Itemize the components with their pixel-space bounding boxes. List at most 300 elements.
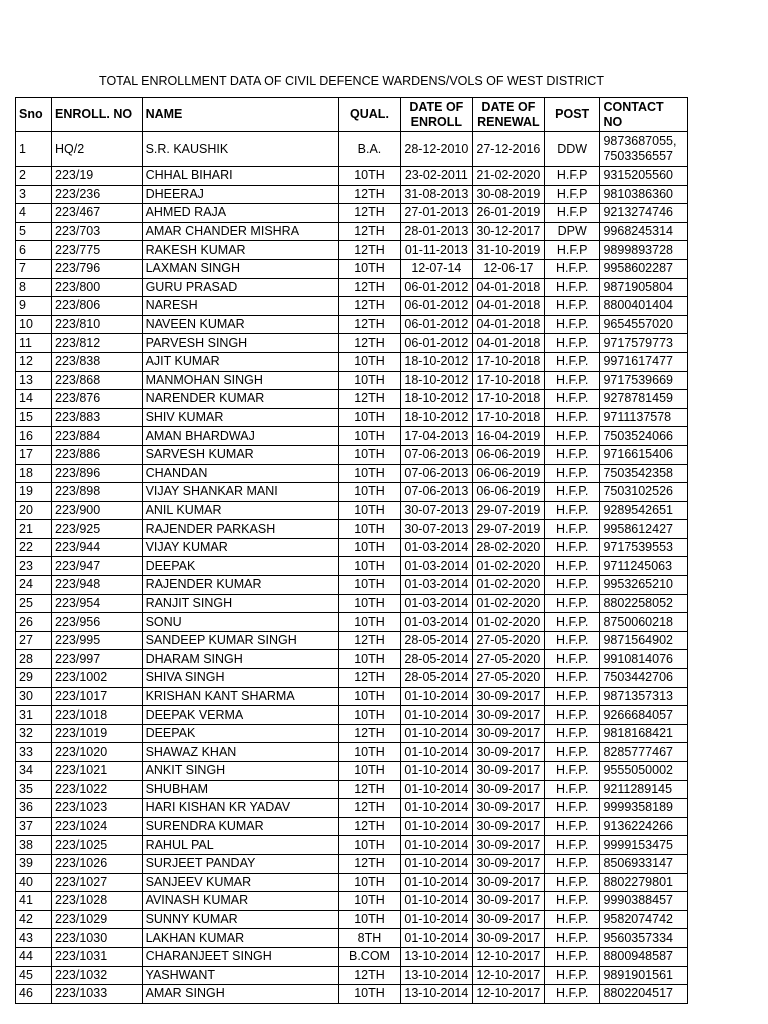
cell-sno: 20 xyxy=(16,501,52,520)
cell-contact-no: 9999358189 xyxy=(600,799,688,818)
cell-qual: 10TH xyxy=(339,445,401,464)
cell-sno: 13 xyxy=(16,371,52,390)
cell-name: AJIT KUMAR xyxy=(142,352,339,371)
cell-date-of-renewal: 01-02-2020 xyxy=(472,557,544,576)
cell-name: HARI KISHAN KR YADAV xyxy=(142,799,339,818)
cell-sno: 24 xyxy=(16,576,52,595)
cell-qual: 10TH xyxy=(339,762,401,781)
cell-name: DEEPAK xyxy=(142,724,339,743)
cell-contact-no: 9278781459 xyxy=(600,390,688,409)
cell-post: H.F.P. xyxy=(544,501,600,520)
header-date-of-renewal-line1: DATE OF xyxy=(481,99,536,114)
cell-name: S.R. KAUSHIK xyxy=(142,132,339,167)
cell-date-of-enroll: 07-06-2013 xyxy=(400,445,472,464)
cell-sno: 1 xyxy=(16,132,52,167)
cell-name: SUNNY KUMAR xyxy=(142,910,339,929)
cell-post: H.F.P. xyxy=(544,947,600,966)
document-title: TOTAL ENROLLMENT DATA OF CIVIL DEFENCE WARDENS/VOLS OF WEST DISTRICT xyxy=(99,74,604,88)
table-row xyxy=(16,966,688,985)
table-row xyxy=(16,631,688,650)
table-row xyxy=(16,706,688,725)
cell-qual: 12TH xyxy=(339,780,401,799)
cell-sno: 43 xyxy=(16,929,52,948)
cell-qual: 10TH xyxy=(339,538,401,557)
table-row xyxy=(16,334,688,353)
table-row xyxy=(16,650,688,669)
cell-post: H.F.P xyxy=(544,167,600,186)
cell-sno: 37 xyxy=(16,817,52,836)
cell-post: H.F.P. xyxy=(544,483,600,502)
table-row xyxy=(16,315,688,334)
cell-enroll-no: 223/775 xyxy=(52,241,143,260)
table-body xyxy=(16,132,688,1004)
cell-post: H.F.P. xyxy=(544,576,600,595)
cell-post: H.F.P xyxy=(544,185,600,204)
cell-name: AMAR CHANDER MISHRA xyxy=(142,222,339,241)
cell-contact-no: 9717579773 xyxy=(600,334,688,353)
cell-qual: 10TH xyxy=(339,650,401,669)
cell-enroll-no: 223/1030 xyxy=(52,929,143,948)
cell-date-of-enroll: 01-10-2014 xyxy=(400,799,472,818)
cell-contact-no: 9211289145 xyxy=(600,780,688,799)
cell-contact-no: 9717539553 xyxy=(600,538,688,557)
cell-name: VIJAY KUMAR xyxy=(142,538,339,557)
cell-post: DPW xyxy=(544,222,600,241)
cell-qual: 8TH xyxy=(339,929,401,948)
cell-enroll-no: 223/1023 xyxy=(52,799,143,818)
cell-enroll-no: 223/1022 xyxy=(52,780,143,799)
cell-post: H.F.P. xyxy=(544,594,600,613)
contact-no-line2: 7503356557 xyxy=(603,149,673,163)
enrollment-table xyxy=(15,97,688,1004)
cell-name: RAJENDER PARKASH xyxy=(142,520,339,539)
cell-sno: 42 xyxy=(16,910,52,929)
cell-sno: 2 xyxy=(16,167,52,186)
table-row xyxy=(16,910,688,929)
cell-sno: 33 xyxy=(16,743,52,762)
table-row xyxy=(16,501,688,520)
cell-name: NARESH xyxy=(142,297,339,316)
cell-date-of-renewal: 30-09-2017 xyxy=(472,836,544,855)
cell-enroll-no: 223/806 xyxy=(52,297,143,316)
cell-name: SARVESH KUMAR xyxy=(142,445,339,464)
cell-contact-no: 8800948587 xyxy=(600,947,688,966)
cell-qual: 10TH xyxy=(339,520,401,539)
cell-post: H.F.P. xyxy=(544,966,600,985)
cell-qual: 10TH xyxy=(339,687,401,706)
cell-sno: 15 xyxy=(16,408,52,427)
cell-post: H.F.P. xyxy=(544,390,600,409)
cell-date-of-renewal: 30-09-2017 xyxy=(472,762,544,781)
cell-post: H.F.P. xyxy=(544,706,600,725)
cell-qual: 12TH xyxy=(339,185,401,204)
cell-date-of-enroll: 01-03-2014 xyxy=(400,613,472,632)
cell-qual: 10TH xyxy=(339,892,401,911)
table-row xyxy=(16,278,688,297)
cell-contact-no: 9958602287 xyxy=(600,259,688,278)
cell-qual: B.A. xyxy=(339,132,401,167)
cell-name: AMAN BHARDWAJ xyxy=(142,427,339,446)
cell-qual: 10TH xyxy=(339,910,401,929)
cell-name: SHUBHAM xyxy=(142,780,339,799)
cell-contact-no: 9716615406 xyxy=(600,445,688,464)
cell-date-of-renewal: 16-04-2019 xyxy=(472,427,544,446)
cell-name: YASHWANT xyxy=(142,966,339,985)
cell-name: LAKHAN KUMAR xyxy=(142,929,339,948)
cell-sno: 11 xyxy=(16,334,52,353)
cell-contact-no: 9555050002 xyxy=(600,762,688,781)
table-row xyxy=(16,576,688,595)
cell-post: H.F.P. xyxy=(544,687,600,706)
header-date-of-renewal xyxy=(472,98,544,132)
header-enroll-no: ENROLL. NO xyxy=(52,98,143,132)
table-row xyxy=(16,817,688,836)
cell-sno: 18 xyxy=(16,464,52,483)
cell-post: H.F.P. xyxy=(544,520,600,539)
cell-name: DHEERAJ xyxy=(142,185,339,204)
cell-date-of-enroll: 18-10-2012 xyxy=(400,352,472,371)
cell-sno: 7 xyxy=(16,259,52,278)
cell-post: H.F.P. xyxy=(544,371,600,390)
contact-no-line1: 9873687055, xyxy=(603,134,677,148)
table-row xyxy=(16,520,688,539)
table-row xyxy=(16,929,688,948)
cell-qual: 12TH xyxy=(339,724,401,743)
cell-post: H.F.P. xyxy=(544,892,600,911)
cell-enroll-no: HQ/2 xyxy=(52,132,143,167)
cell-post: H.F.P. xyxy=(544,278,600,297)
cell-name: RANJIT SINGH xyxy=(142,594,339,613)
cell-name: SHIVA SINGH xyxy=(142,669,339,688)
cell-contact-no: 9990388457 xyxy=(600,892,688,911)
cell-name: MANMOHAN SINGH xyxy=(142,371,339,390)
cell-date-of-renewal: 30-09-2017 xyxy=(472,724,544,743)
cell-date-of-renewal: 21-02-2020 xyxy=(472,167,544,186)
header-name: NAME xyxy=(142,98,339,132)
cell-enroll-no: 223/1028 xyxy=(52,892,143,911)
cell-contact-no: 9136224266 xyxy=(600,817,688,836)
cell-contact-no: 9958612427 xyxy=(600,520,688,539)
cell-name: ANKIT SINGH xyxy=(142,762,339,781)
cell-enroll-no: 223/876 xyxy=(52,390,143,409)
cell-qual: 10TH xyxy=(339,464,401,483)
cell-contact-no: 9891901561 xyxy=(600,966,688,985)
cell-date-of-enroll: 28-12-2010 xyxy=(400,132,472,167)
cell-date-of-renewal: 06-06-2019 xyxy=(472,483,544,502)
cell-date-of-enroll: 01-10-2014 xyxy=(400,706,472,725)
cell-post: H.F.P xyxy=(544,241,600,260)
cell-qual: 10TH xyxy=(339,408,401,427)
cell-post: H.F.P. xyxy=(544,650,600,669)
table-row xyxy=(16,132,688,167)
cell-enroll-no: 223/896 xyxy=(52,464,143,483)
cell-sno: 9 xyxy=(16,297,52,316)
cell-name: DEEPAK xyxy=(142,557,339,576)
cell-enroll-no: 223/954 xyxy=(52,594,143,613)
cell-post: H.F.P. xyxy=(544,464,600,483)
cell-name: CHANDAN xyxy=(142,464,339,483)
header-date-of-enroll-line2: ENROLL xyxy=(410,114,463,129)
cell-date-of-renewal: 17-10-2018 xyxy=(472,371,544,390)
cell-date-of-enroll: 18-10-2012 xyxy=(400,390,472,409)
cell-contact-no: 9315205560 xyxy=(600,167,688,186)
cell-sno: 39 xyxy=(16,854,52,873)
cell-sno: 26 xyxy=(16,613,52,632)
table-row xyxy=(16,241,688,260)
cell-qual: 10TH xyxy=(339,873,401,892)
cell-date-of-enroll: 07-06-2013 xyxy=(400,464,472,483)
cell-enroll-no: 223/898 xyxy=(52,483,143,502)
cell-qual: 12TH xyxy=(339,222,401,241)
cell-name: SHAWAZ KHAN xyxy=(142,743,339,762)
cell-date-of-enroll: 27-01-2013 xyxy=(400,204,472,223)
cell-post: H.F.P. xyxy=(544,427,600,446)
cell-contact-no: 8506933147 xyxy=(600,854,688,873)
cell-date-of-renewal: 30-09-2017 xyxy=(472,780,544,799)
cell-date-of-renewal: 06-06-2019 xyxy=(472,445,544,464)
cell-enroll-no: 223/900 xyxy=(52,501,143,520)
header-date-of-renewal-line2: RENEWAL xyxy=(477,114,540,129)
cell-date-of-renewal: 12-10-2017 xyxy=(472,947,544,966)
cell-date-of-renewal: 30-09-2017 xyxy=(472,799,544,818)
cell-post: H.F.P. xyxy=(544,297,600,316)
cell-enroll-no: 223/810 xyxy=(52,315,143,334)
table-row xyxy=(16,222,688,241)
cell-contact-no: 8800401404 xyxy=(600,297,688,316)
cell-enroll-no: 223/800 xyxy=(52,278,143,297)
cell-date-of-enroll: 01-10-2014 xyxy=(400,873,472,892)
cell-post: H.F.P. xyxy=(544,445,600,464)
cell-post: H.F.P. xyxy=(544,538,600,557)
table-row xyxy=(16,594,688,613)
cell-date-of-enroll: 06-01-2012 xyxy=(400,315,472,334)
cell-qual: 10TH xyxy=(339,836,401,855)
cell-date-of-enroll: 07-06-2013 xyxy=(400,483,472,502)
cell-sno: 25 xyxy=(16,594,52,613)
table-row xyxy=(16,445,688,464)
cell-date-of-enroll: 01-10-2014 xyxy=(400,724,472,743)
cell-date-of-renewal: 12-10-2017 xyxy=(472,966,544,985)
cell-post: H.F.P. xyxy=(544,817,600,836)
cell-contact-no: 8802279801 xyxy=(600,873,688,892)
cell-enroll-no: 223/947 xyxy=(52,557,143,576)
cell-date-of-renewal: 27-05-2020 xyxy=(472,650,544,669)
cell-date-of-renewal: 04-01-2018 xyxy=(472,334,544,353)
cell-sno: 29 xyxy=(16,669,52,688)
cell-qual: 12TH xyxy=(339,799,401,818)
header-row xyxy=(16,98,688,132)
cell-sno: 32 xyxy=(16,724,52,743)
cell-date-of-enroll: 17-04-2013 xyxy=(400,427,472,446)
cell-date-of-enroll: 01-11-2013 xyxy=(400,241,472,260)
cell-enroll-no: 223/1024 xyxy=(52,817,143,836)
cell-name: SONU xyxy=(142,613,339,632)
cell-contact-no: 8802258052 xyxy=(600,594,688,613)
cell-sno: 22 xyxy=(16,538,52,557)
cell-qual: 10TH xyxy=(339,576,401,595)
cell-post: H.F.P. xyxy=(544,743,600,762)
cell-date-of-enroll: 01-10-2014 xyxy=(400,910,472,929)
cell-enroll-no: 223/1026 xyxy=(52,854,143,873)
cell-name: NAVEEN KUMAR xyxy=(142,315,339,334)
cell-date-of-enroll: 13-10-2014 xyxy=(400,947,472,966)
cell-enroll-no: 223/995 xyxy=(52,631,143,650)
cell-post: H.F.P. xyxy=(544,836,600,855)
cell-date-of-enroll: 01-03-2014 xyxy=(400,594,472,613)
cell-enroll-no: 223/796 xyxy=(52,259,143,278)
header-contact-no-line2: NO xyxy=(603,114,623,129)
cell-date-of-enroll: 01-10-2014 xyxy=(400,836,472,855)
table-row xyxy=(16,167,688,186)
cell-qual: 12TH xyxy=(339,334,401,353)
cell-post: H.F.P. xyxy=(544,724,600,743)
cell-date-of-renewal: 26-01-2019 xyxy=(472,204,544,223)
cell-date-of-renewal: 27-05-2020 xyxy=(472,631,544,650)
cell-enroll-no: 223/948 xyxy=(52,576,143,595)
cell-enroll-no: 223/925 xyxy=(52,520,143,539)
cell-date-of-renewal: 30-09-2017 xyxy=(472,873,544,892)
cell-date-of-enroll: 01-10-2014 xyxy=(400,687,472,706)
cell-contact-no: 9871564902 xyxy=(600,631,688,650)
cell-contact-no: 9266684057 xyxy=(600,706,688,725)
cell-enroll-no: 223/1027 xyxy=(52,873,143,892)
cell-sno: 5 xyxy=(16,222,52,241)
table-row xyxy=(16,799,688,818)
header-contact-no xyxy=(600,98,688,132)
cell-sno: 40 xyxy=(16,873,52,892)
cell-qual: 12TH xyxy=(339,315,401,334)
cell-contact-no: 8802204517 xyxy=(600,985,688,1004)
cell-qual: 12TH xyxy=(339,297,401,316)
cell-qual: 12TH xyxy=(339,854,401,873)
cell-sno: 19 xyxy=(16,483,52,502)
cell-sno: 23 xyxy=(16,557,52,576)
cell-date-of-enroll: 01-10-2014 xyxy=(400,892,472,911)
cell-enroll-no: 223/1020 xyxy=(52,743,143,762)
cell-date-of-renewal: 31-10-2019 xyxy=(472,241,544,260)
cell-enroll-no: 223/236 xyxy=(52,185,143,204)
cell-date-of-renewal: 30-09-2017 xyxy=(472,687,544,706)
table-row xyxy=(16,613,688,632)
cell-date-of-enroll: 28-05-2014 xyxy=(400,631,472,650)
cell-contact-no xyxy=(600,132,688,167)
cell-post: H.F.P. xyxy=(544,985,600,1004)
cell-qual: 10TH xyxy=(339,985,401,1004)
cell-post: H.F.P xyxy=(544,204,600,223)
cell-post: H.F.P. xyxy=(544,334,600,353)
cell-sno: 28 xyxy=(16,650,52,669)
cell-date-of-enroll: 06-01-2012 xyxy=(400,297,472,316)
cell-date-of-renewal: 30-09-2017 xyxy=(472,817,544,836)
cell-sno: 46 xyxy=(16,985,52,1004)
cell-date-of-enroll: 01-10-2014 xyxy=(400,929,472,948)
cell-enroll-no: 223/703 xyxy=(52,222,143,241)
table-row xyxy=(16,408,688,427)
cell-name: CHARANJEET SINGH xyxy=(142,947,339,966)
cell-enroll-no: 223/1002 xyxy=(52,669,143,688)
cell-date-of-renewal: 12-06-17 xyxy=(472,259,544,278)
cell-enroll-no: 223/1032 xyxy=(52,966,143,985)
table-row xyxy=(16,464,688,483)
table-row xyxy=(16,259,688,278)
cell-contact-no: 9818168421 xyxy=(600,724,688,743)
cell-sno: 21 xyxy=(16,520,52,539)
cell-qual: 10TH xyxy=(339,371,401,390)
cell-sno: 31 xyxy=(16,706,52,725)
cell-contact-no: 9582074742 xyxy=(600,910,688,929)
cell-contact-no: 8285777467 xyxy=(600,743,688,762)
cell-qual: 12TH xyxy=(339,204,401,223)
cell-sno: 35 xyxy=(16,780,52,799)
cell-date-of-enroll: 13-10-2014 xyxy=(400,985,472,1004)
cell-qual: 10TH xyxy=(339,352,401,371)
cell-name: SURJEET PANDAY xyxy=(142,854,339,873)
table-row xyxy=(16,892,688,911)
cell-name: ANIL KUMAR xyxy=(142,501,339,520)
table-row xyxy=(16,836,688,855)
cell-date-of-renewal: 27-12-2016 xyxy=(472,132,544,167)
table-row xyxy=(16,390,688,409)
cell-contact-no: 8750060218 xyxy=(600,613,688,632)
table-row xyxy=(16,185,688,204)
cell-contact-no: 9871905804 xyxy=(600,278,688,297)
cell-name: DHARAM SINGH xyxy=(142,650,339,669)
cell-sno: 41 xyxy=(16,892,52,911)
cell-sno: 14 xyxy=(16,390,52,409)
cell-name: SANJEEV KUMAR xyxy=(142,873,339,892)
cell-contact-no: 9717539669 xyxy=(600,371,688,390)
cell-contact-no: 9968245314 xyxy=(600,222,688,241)
cell-date-of-enroll: 06-01-2012 xyxy=(400,334,472,353)
cell-post: H.F.P. xyxy=(544,799,600,818)
cell-date-of-renewal: 29-07-2019 xyxy=(472,501,544,520)
cell-post: H.F.P. xyxy=(544,613,600,632)
cell-date-of-renewal: 30-08-2019 xyxy=(472,185,544,204)
cell-name: KRISHAN KANT SHARMA xyxy=(142,687,339,706)
cell-enroll-no: 223/1018 xyxy=(52,706,143,725)
cell-post: H.F.P. xyxy=(544,315,600,334)
cell-sno: 6 xyxy=(16,241,52,260)
header-date-of-enroll xyxy=(400,98,472,132)
table-row xyxy=(16,947,688,966)
table-row xyxy=(16,985,688,1004)
cell-contact-no: 9654557020 xyxy=(600,315,688,334)
header-post: POST xyxy=(544,98,600,132)
cell-qual: 12TH xyxy=(339,631,401,650)
table-row xyxy=(16,427,688,446)
cell-date-of-renewal: 30-09-2017 xyxy=(472,743,544,762)
cell-enroll-no: 223/1017 xyxy=(52,687,143,706)
table-row xyxy=(16,873,688,892)
cell-post: H.F.P. xyxy=(544,854,600,873)
cell-date-of-enroll: 01-10-2014 xyxy=(400,762,472,781)
table-row xyxy=(16,483,688,502)
cell-sno: 44 xyxy=(16,947,52,966)
cell-enroll-no: 223/956 xyxy=(52,613,143,632)
cell-date-of-enroll: 06-01-2012 xyxy=(400,278,472,297)
cell-post: H.F.P. xyxy=(544,557,600,576)
cell-enroll-no: 223/1025 xyxy=(52,836,143,855)
cell-contact-no: 9711245063 xyxy=(600,557,688,576)
cell-name: AMAR SINGH xyxy=(142,985,339,1004)
cell-date-of-renewal: 30-12-2017 xyxy=(472,222,544,241)
cell-enroll-no: 223/1029 xyxy=(52,910,143,929)
cell-post: DDW xyxy=(544,132,600,167)
cell-post: H.F.P. xyxy=(544,631,600,650)
cell-date-of-renewal: 01-02-2020 xyxy=(472,613,544,632)
header-qual: QUAL. xyxy=(339,98,401,132)
cell-date-of-renewal: 17-10-2018 xyxy=(472,352,544,371)
